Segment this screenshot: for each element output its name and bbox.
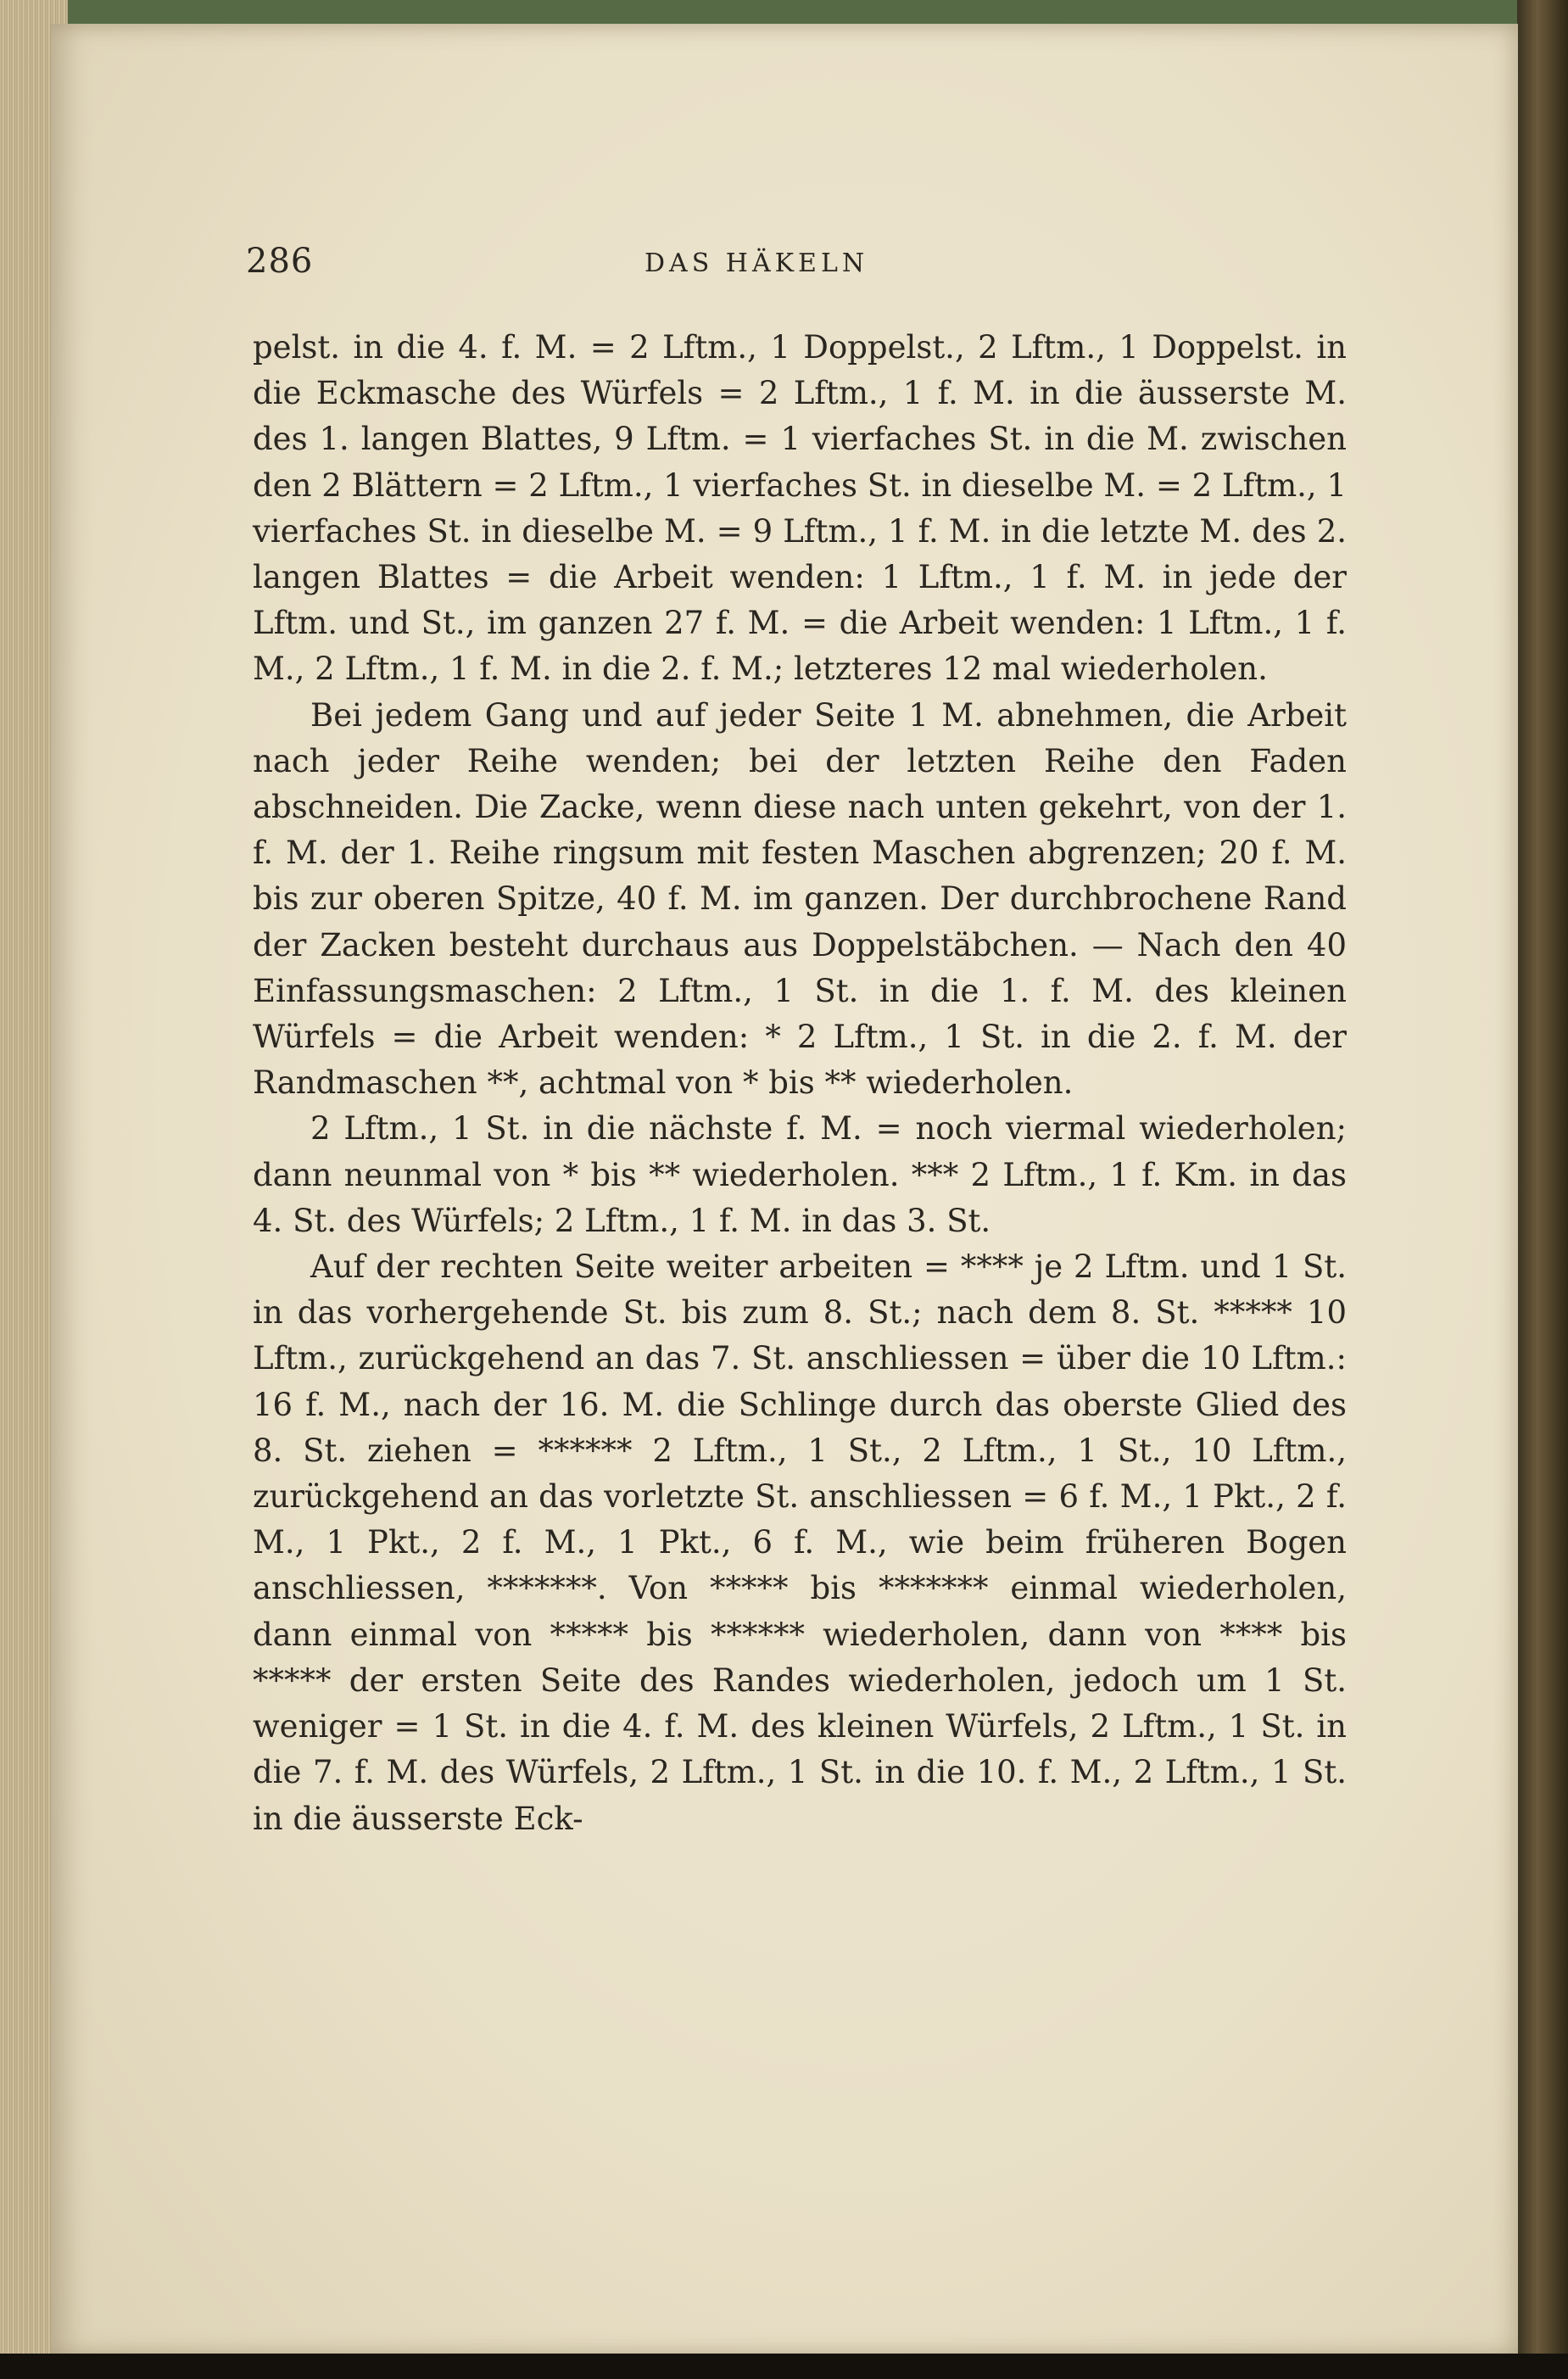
body-text (253, 325, 1347, 1842)
paragraph-1: pelst. in die 4. f. M. = 2 Lftm., 1 Doppelst., 2 Lftm., 1 Doppelst. in die Eckmasche des Würfels = 2 Lftm., 1 f. M. in die äusserste M. des 1. langen Blattes, 9 Lftm. = 1 vierfaches St. in die M. zwischen den 2 Blättern = 2 Lftm., 1 vierfaches St. in dieselbe M. = 2 Lftm., 1 vierfaches St. in dieselbe M. = 9 Lftm., 1 f. M. in die letzte M. des 2. langen Blattes = die Arbeit wenden: 1 Lftm., 1 f. M. in jede der Lftm. und St., im ganzen 27 f. M. = die Arbeit wenden: 1 Lftm., 1 f. M., 2 Lftm., 1 f. M. in die 2. f. M.; letzteres 12 mal wiederholen. (253, 329, 1347, 688)
running-title: DAS HÄKELN (644, 249, 869, 278)
book-cover-bottom (0, 2354, 1568, 2379)
book-cover-right (1517, 0, 1568, 2379)
page-number: 286 (246, 242, 314, 281)
book-cover-top (0, 0, 1568, 25)
paragraph-4: Auf der rechten Seite weiter arbeiten = **** je 2 Lftm. und 1 St. in das vorhergehende St. bis zum 8. St.; nach dem 8. St. ***** 10 Lftm., zurückgehend an das 7. St. anschliessen = über die 10 Lftm.: 16 f. M., nach der 16. M. die Schlinge durch das oberste Glied des 8. St. ziehen = ****** 2 Lftm., 1 St., 2 Lftm., 1 St., 10 Lftm., zurückgehend an das vorletzte St. anschliessen = 6 f. M., 1 Pkt., 2 f. M., 1 Pkt., 2 f. M., 1 Pkt., 6 f. M., wie beim früheren Bogen anschliessen, *******. Von ***** bis ******* einmal wiederholen, dann einmal von ***** bis ****** wiederholen, dann von **** bis ***** der ersten Seite des Randes wiederholen, jedoch um 1 St. weniger = 1 St. in die 4. f. M. des kleinen Würfels, 2 Lftm., 1 St. in die 7. f. M. des Würfels, 2 Lftm., 1 St. in die 10. f. M., 2 Lftm., 1 St. in die äusserste Eck- (253, 1248, 1347, 1837)
paragraph-2: Bei jedem Gang und auf jeder Seite 1 M. abnehmen, die Arbeit nach jeder Reihe wenden; bei der letzten Reihe den Faden abschneiden. Die Zacke, wenn diese nach unten gekehrt, von der 1. f. M. der 1. Reihe ringsum mit festen Maschen abgrenzen; 20 f. M. bis zur oberen Spitze, 40 f. M. im ganzen. Der durchbrochene Rand der Zacken besteht durchaus aus Doppelstäbchen. — Nach den 40 Einfassungsmaschen: 2 Lftm., 1 St. in die 1. f. M. des kleinen Würfels = die Arbeit wenden: * 2 Lftm., 1 St. in die 2. f. M. der Randmaschen **, achtmal von * bis ** wiederholen. (253, 696, 1347, 1102)
page-header (246, 242, 1353, 301)
paragraph-3: 2 Lftm., 1 St. in die nächste f. M. = noch viermal wiederholen; dann neunmal von * bis ** wiederholen. *** 2 Lftm., 1 f. Km. in das 4. St. des Würfels; 2 Lftm., 1 f. M. in das 3. St. (253, 1110, 1347, 1239)
